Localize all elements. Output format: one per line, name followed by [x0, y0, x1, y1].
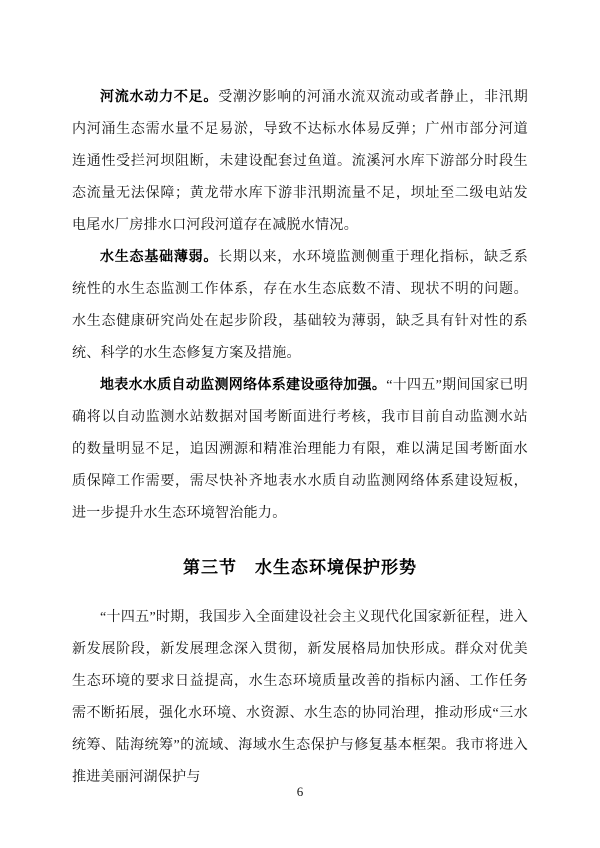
paragraph: [72, 602, 528, 794]
paragraph-body: 受潮汐影响的河涌水流双流动或者静止，非汛期内河涌生态需水量不足易淤，导致不达标水体易反弹；广州市部分河道连通性受拦河坝阻断，未建设配套过鱼道。流溪河水库下游部分时段生态流量无法保障；黄龙带水库下游非汛期流量不足，坝址至二级电站发电尾水厂房排水口河段河道存在减脱水情况。: [72, 90, 528, 233]
paragraph-body: 长期以来，水环境监测侧重于理化指标，缺乏系统性的水生态监测工作体系，存在水生态底数不清、现状不明的问题。水生态健康研究尚处在起步阶段，基础较为薄弱，缺乏具有针对性的系统、科学的水生态修复方案及措施。: [72, 250, 528, 361]
page-number: 6: [296, 784, 304, 799]
section-heading: 第三节 水生态环境保护形势: [183, 558, 417, 577]
paragraph: [72, 370, 528, 530]
paragraph-body: “十四五”期间国家已明确将以自动监测水站数据对国考断面进行考核，我市目前自动监测水站的数量明显不足，追因溯源和精准治理能力有限，难以满足国考断面水质保障工作需要，需尽快补齐地表水水质自动监测网络体系建设短板，进一步提升水生态环境智治能力。: [72, 378, 529, 521]
paragraph: [72, 82, 528, 242]
paragraph-lead: 地表水水质自动监测网络体系建设亟待加强。: [100, 378, 387, 393]
paragraph: [72, 242, 528, 370]
paragraph-body: “十四五”时期，我国步入全面建设社会主义现代化国家新征程，进入新发展阶段，新发展理念深入贯彻，新发展格局加快形成。群众对优美生态环境的要求日益提高，水生态环境质量改善的指标内涵、工作任务需不断拓展，强化水环境、水资源、水生态的协同治理，推动形成“三水统筹、陆海统筹”的流域、海域水生态保护与修复基本框架。我市将进入推进美丽河湖保护与: [72, 610, 528, 785]
paragraph-lead: 水生态基础薄弱。: [100, 250, 219, 265]
paragraph-lead: 河流水动力不足。: [100, 90, 219, 105]
